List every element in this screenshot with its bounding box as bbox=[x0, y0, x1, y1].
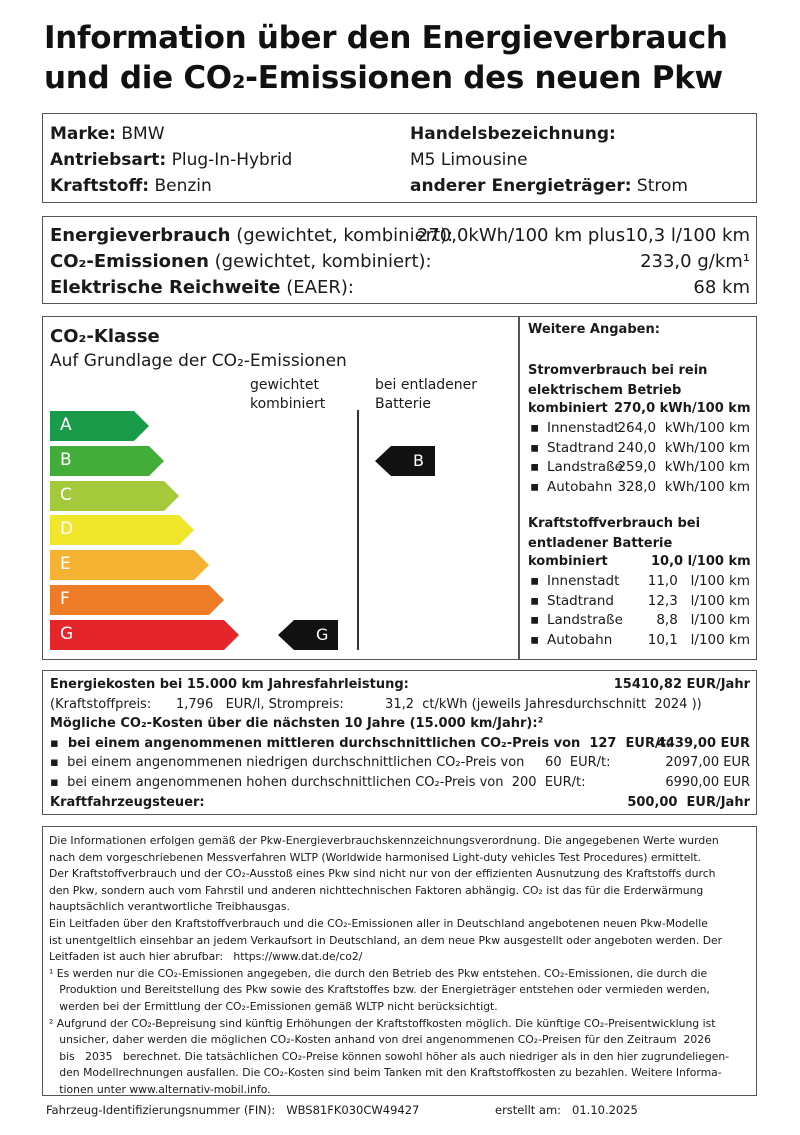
bullet: ▪ bbox=[50, 755, 68, 770]
fin-row bbox=[46, 1103, 419, 1117]
footnote-line: tionen unter www.alternativ-mobil.info. bbox=[49, 1083, 271, 1096]
energie-value: Strom bbox=[636, 176, 688, 196]
footnote-line: den Modellrechnungen ausfallen. Die CO₂-Kosten sind beim Tanken mit den Kraftstoffkosten zu bezahlen. Weitere Informa- bbox=[49, 1066, 722, 1080]
list-bullet: ▪ bbox=[530, 420, 540, 436]
further-title: Weitere Angaben: bbox=[528, 322, 660, 337]
class-bar-label: C bbox=[60, 484, 72, 505]
class-bar-shape bbox=[50, 550, 210, 580]
co2-kosten-heading: Mögliche CO₂-Kosten über die nächsten 10 Jahre (15.000 km/Jahr):² bbox=[50, 716, 544, 731]
list-item-label: Innenstadt bbox=[547, 573, 620, 589]
hoch-label: bei einem angenommenen hohen durchschnittlichen CO₂-Preis von 200 EUR/t: bbox=[67, 775, 586, 790]
class-bar-shape bbox=[50, 585, 225, 615]
footnote-line: Produktion und Bereitstellung des Pkw sowie des Kraftstoffes bzw. der Energieträger entstehen oder vermieden werden, bbox=[49, 983, 710, 997]
title-line-1: Information über den Energieverbrauch bbox=[44, 20, 728, 56]
energie-label: anderer Energieträger: bbox=[410, 176, 632, 196]
marker-weighted bbox=[278, 620, 338, 650]
co2-row bbox=[50, 251, 432, 272]
col-weighted-header bbox=[250, 376, 325, 414]
list-bullet: ▪ bbox=[530, 612, 540, 628]
footnote-line: Die Informationen erfolgen gemäß der Pkw-Energieverbrauchskennzeichnungsverordnung. Die angegebenen Werte wurden bbox=[49, 834, 719, 847]
footnote-line: Ein Leitfaden über den Kraftstoffverbrauch und die CO₂-Emissionen aller in Deutschland angebotenen neuen Pkw-Modelle bbox=[49, 917, 708, 930]
list-bullet: ▪ bbox=[530, 478, 540, 495]
col-weighted-line2: kombiniert bbox=[250, 396, 326, 412]
list-item-label: Landstraße bbox=[547, 612, 623, 628]
reichweite-value: 68 km bbox=[693, 277, 750, 298]
strom-title-2: elektrischem Betrieb bbox=[528, 382, 682, 398]
list-item-value: 264,0 kWh/100 km bbox=[617, 420, 750, 436]
class-bar-g bbox=[50, 620, 240, 650]
list-item-value: 11,0 l/100 km bbox=[647, 573, 750, 589]
footnote-line: den Pkw, sondern auch vom Fahrstil und anderen nichttechnischen Faktoren abhängig. CO₂ ist das für die Erderwärmung bbox=[49, 883, 704, 897]
strom-komb-value: 270,0 kWh/100 km bbox=[614, 401, 751, 416]
kraft-title bbox=[528, 514, 700, 553]
list-item-label: Stadtrand bbox=[547, 592, 614, 609]
footnote-line: nach dem vorgeschriebenen Messverfahren WLTP (Worldwide harmonised Light-duty vehicles Test Procedures) ermittelt. bbox=[49, 850, 702, 864]
strom-komb-label: kombiniert bbox=[528, 401, 608, 416]
footnote-line: unsicher, daher werden die möglichen CO₂-Kosten anhand von drei angenommenen CO₂-Preisen für den Zeitraum 2026 bbox=[49, 1033, 712, 1047]
bullet: ▪ bbox=[50, 775, 68, 790]
erstellt-row bbox=[495, 1103, 638, 1117]
marke-value: BMW bbox=[121, 124, 165, 144]
erstellt-label: erstellt am: bbox=[495, 1103, 562, 1117]
list-bullet: ▪ bbox=[530, 439, 540, 456]
footnote-line: hauptsächlich verantwortliche Treibhausgas. bbox=[49, 900, 290, 914]
title-line-2: und die CO₂-Emissionen des neuen Pkw bbox=[44, 60, 723, 96]
erstellt-value: 01.10.2025 bbox=[572, 1103, 638, 1117]
list-item-label: Autobahn bbox=[547, 478, 613, 495]
verbrauch-row bbox=[50, 225, 453, 246]
mittel-value: 4439,00 EUR bbox=[656, 736, 750, 751]
class-bar-label: A bbox=[60, 415, 72, 435]
list-item-value: 259,0 kWh/100 km bbox=[617, 459, 750, 475]
list-bullet: ▪ bbox=[530, 459, 540, 475]
class-bar-label: G bbox=[60, 623, 74, 644]
marker-weighted-label: G bbox=[316, 625, 329, 644]
list-item-value: 8,8 l/100 km bbox=[656, 612, 750, 628]
strom-title-1: Stromverbrauch bei rein bbox=[528, 363, 708, 378]
kraftstoff-row bbox=[50, 176, 212, 196]
list-item-label: Autobahn bbox=[547, 631, 613, 648]
co2-class-title: CO₂-Klasse bbox=[50, 326, 160, 347]
handel-value: M5 Limousine bbox=[410, 150, 528, 170]
handel-label: Handelsbezeichnung: bbox=[410, 124, 616, 144]
marker-weighted-arrow bbox=[278, 620, 338, 650]
marke-row bbox=[50, 124, 165, 144]
co2-class-subtitle: Auf Grundlage der CO₂-Emissionen bbox=[50, 351, 347, 371]
marker-discharged-arrow bbox=[375, 446, 435, 476]
antrieb-value: Plug-In-Hybrid bbox=[171, 150, 293, 170]
marke-label: Marke: bbox=[50, 124, 116, 144]
class-bar-e bbox=[50, 550, 210, 580]
preise-line: (Kraftstoffpreis: 1,796 EUR/l, Strompreis: 31,2 ct/kWh (jeweils Jahresdurchschnitt 2024 )) bbox=[50, 697, 702, 712]
footnote-line: Der Kraftstoffverbrauch und der CO₂-Ausstoß eines Pkw sind nicht nur von der effizienten Ausnutzung des Kraftstoffs durch bbox=[49, 867, 716, 881]
class-bar-c bbox=[50, 481, 180, 511]
energiekosten-value: 15410,82 EUR/Jahr bbox=[613, 677, 750, 692]
energie-row bbox=[410, 176, 688, 196]
kraft-komb-value: 10,0 l/100 km bbox=[651, 554, 751, 569]
class-bar-label: D bbox=[60, 519, 74, 540]
class-bar-label: B bbox=[60, 449, 72, 470]
page-title bbox=[44, 18, 764, 98]
class-bar-f bbox=[50, 585, 225, 615]
co2-value: 233,0 g/km¹ bbox=[640, 251, 750, 272]
kraft-title-1: Kraftstoffverbrauch bei bbox=[528, 516, 701, 531]
column-divider bbox=[357, 410, 359, 650]
steuer-label: Kraftfahrzeugsteuer: bbox=[50, 795, 205, 810]
verbrauch-label: Energieverbrauch bbox=[50, 225, 231, 246]
co2-label: CO₂-Emissionen bbox=[50, 251, 209, 272]
footnote-line: bis 2035 berechnet. Die tatsächlichen CO₂-Preise können sowohl höher als auch niedriger als in den hier zugrundeliegen- bbox=[49, 1049, 730, 1063]
mittel-label: bei einem angenommenen mittleren durchschnittlichen CO₂-Preis von 127 EUR/t: bbox=[67, 736, 672, 751]
verbrauch-value: 270,0kWh/100 km plus10,3 l/100 km bbox=[416, 225, 750, 246]
class-bar-b bbox=[50, 446, 165, 476]
list-item-value: 12,3 l/100 km bbox=[647, 592, 750, 609]
fin-value: WBS81FK030CW49427 bbox=[286, 1103, 420, 1117]
class-bar-label: F bbox=[60, 589, 70, 609]
list-item-value: 328,0 kWh/100 km bbox=[617, 478, 750, 495]
fin-label: Fahrzeug-Identifizierungsnummer (FIN): bbox=[46, 1103, 276, 1117]
bullet: ▪ bbox=[50, 736, 68, 751]
antrieb-label: Antriebsart: bbox=[50, 150, 167, 170]
steuer-value: 500,00 EUR/Jahr bbox=[627, 795, 750, 810]
niedrig-row bbox=[50, 755, 610, 770]
footnote-line: ist unentgeltlich einsehbar an jedem Verkaufsort in Deutschland, an dem neue Pkw ausgestellt oder angeboten werden. Der bbox=[49, 933, 723, 947]
list-bullet: ▪ bbox=[530, 592, 540, 609]
footnote-line: ¹ Es werden nur die CO₂-Emissionen angegeben, die durch den Betrieb des Pkw entstehen. CO₂-Emissionen, die durch die bbox=[49, 966, 708, 980]
strom-title bbox=[528, 361, 707, 400]
class-bar-d bbox=[50, 515, 195, 545]
antrieb-row bbox=[50, 150, 292, 170]
co2-sub: (gewichtet, kombiniert): bbox=[214, 251, 432, 272]
list-item-label: Stadtrand bbox=[547, 439, 614, 456]
verbrauch-sub: (gewichtet, kombiniert): bbox=[236, 225, 454, 246]
hoch-value: 6990,00 EUR bbox=[665, 775, 750, 790]
list-item-value: 240,0 kWh/100 km bbox=[617, 439, 750, 456]
kraftstoff-label: Kraftstoff: bbox=[50, 176, 150, 196]
kraft-komb-label: kombiniert bbox=[528, 554, 608, 569]
class-bar-shape bbox=[50, 620, 240, 650]
hoch-row bbox=[50, 775, 585, 790]
footnote-line: werden bei der Ermittlung der CO₂-Emissionen gemäß WLTP nicht berücksichtigt. bbox=[49, 1000, 498, 1013]
reichweite-row bbox=[50, 277, 354, 298]
list-item-label: Landstraße bbox=[547, 459, 623, 475]
marker-discharged-label: B bbox=[413, 451, 424, 470]
list-bullet: ▪ bbox=[530, 631, 540, 648]
kraftstoff-value: Benzin bbox=[154, 176, 212, 196]
class-bar-a bbox=[50, 411, 150, 441]
list-bullet: ▪ bbox=[530, 573, 540, 589]
marker-discharged bbox=[375, 446, 435, 476]
list-item-label: Innenstadt bbox=[547, 420, 620, 436]
kraft-title-2: entladener Batterie bbox=[528, 535, 673, 551]
col-discharged-header bbox=[375, 376, 477, 414]
list-item-value: 10,1 l/100 km bbox=[647, 631, 750, 648]
footnote-line: Leitfaden ist auch hier abrufbar: https://www.dat.de/co2/ bbox=[49, 950, 363, 964]
col-weighted-line1: gewichtet bbox=[250, 377, 320, 393]
col-discharged-line2: Batterie bbox=[375, 396, 432, 412]
footnote-line: ² Aufgrund der CO₂-Bepreisung sind künftig Erhöhungen der Kraftstoffkosten möglich. Die künftige CO₂-Preisentwicklung ist bbox=[49, 1016, 716, 1030]
reichweite-sub: (EAER): bbox=[286, 277, 354, 298]
mittel-row bbox=[50, 736, 671, 751]
col-discharged-line1: bei entladener bbox=[375, 377, 478, 393]
energiekosten-label: Energiekosten bei 15.000 km Jahresfahrleistung: bbox=[50, 677, 409, 692]
class-bar-label: E bbox=[60, 554, 71, 575]
niedrig-label: bei einem angenommenen niedrigen durchschnittlichen CO₂-Preis von 60 EUR/t: bbox=[67, 755, 611, 770]
reichweite-label: Elektrische Reichweite bbox=[50, 277, 281, 298]
niedrig-value: 2097,00 EUR bbox=[665, 755, 750, 770]
